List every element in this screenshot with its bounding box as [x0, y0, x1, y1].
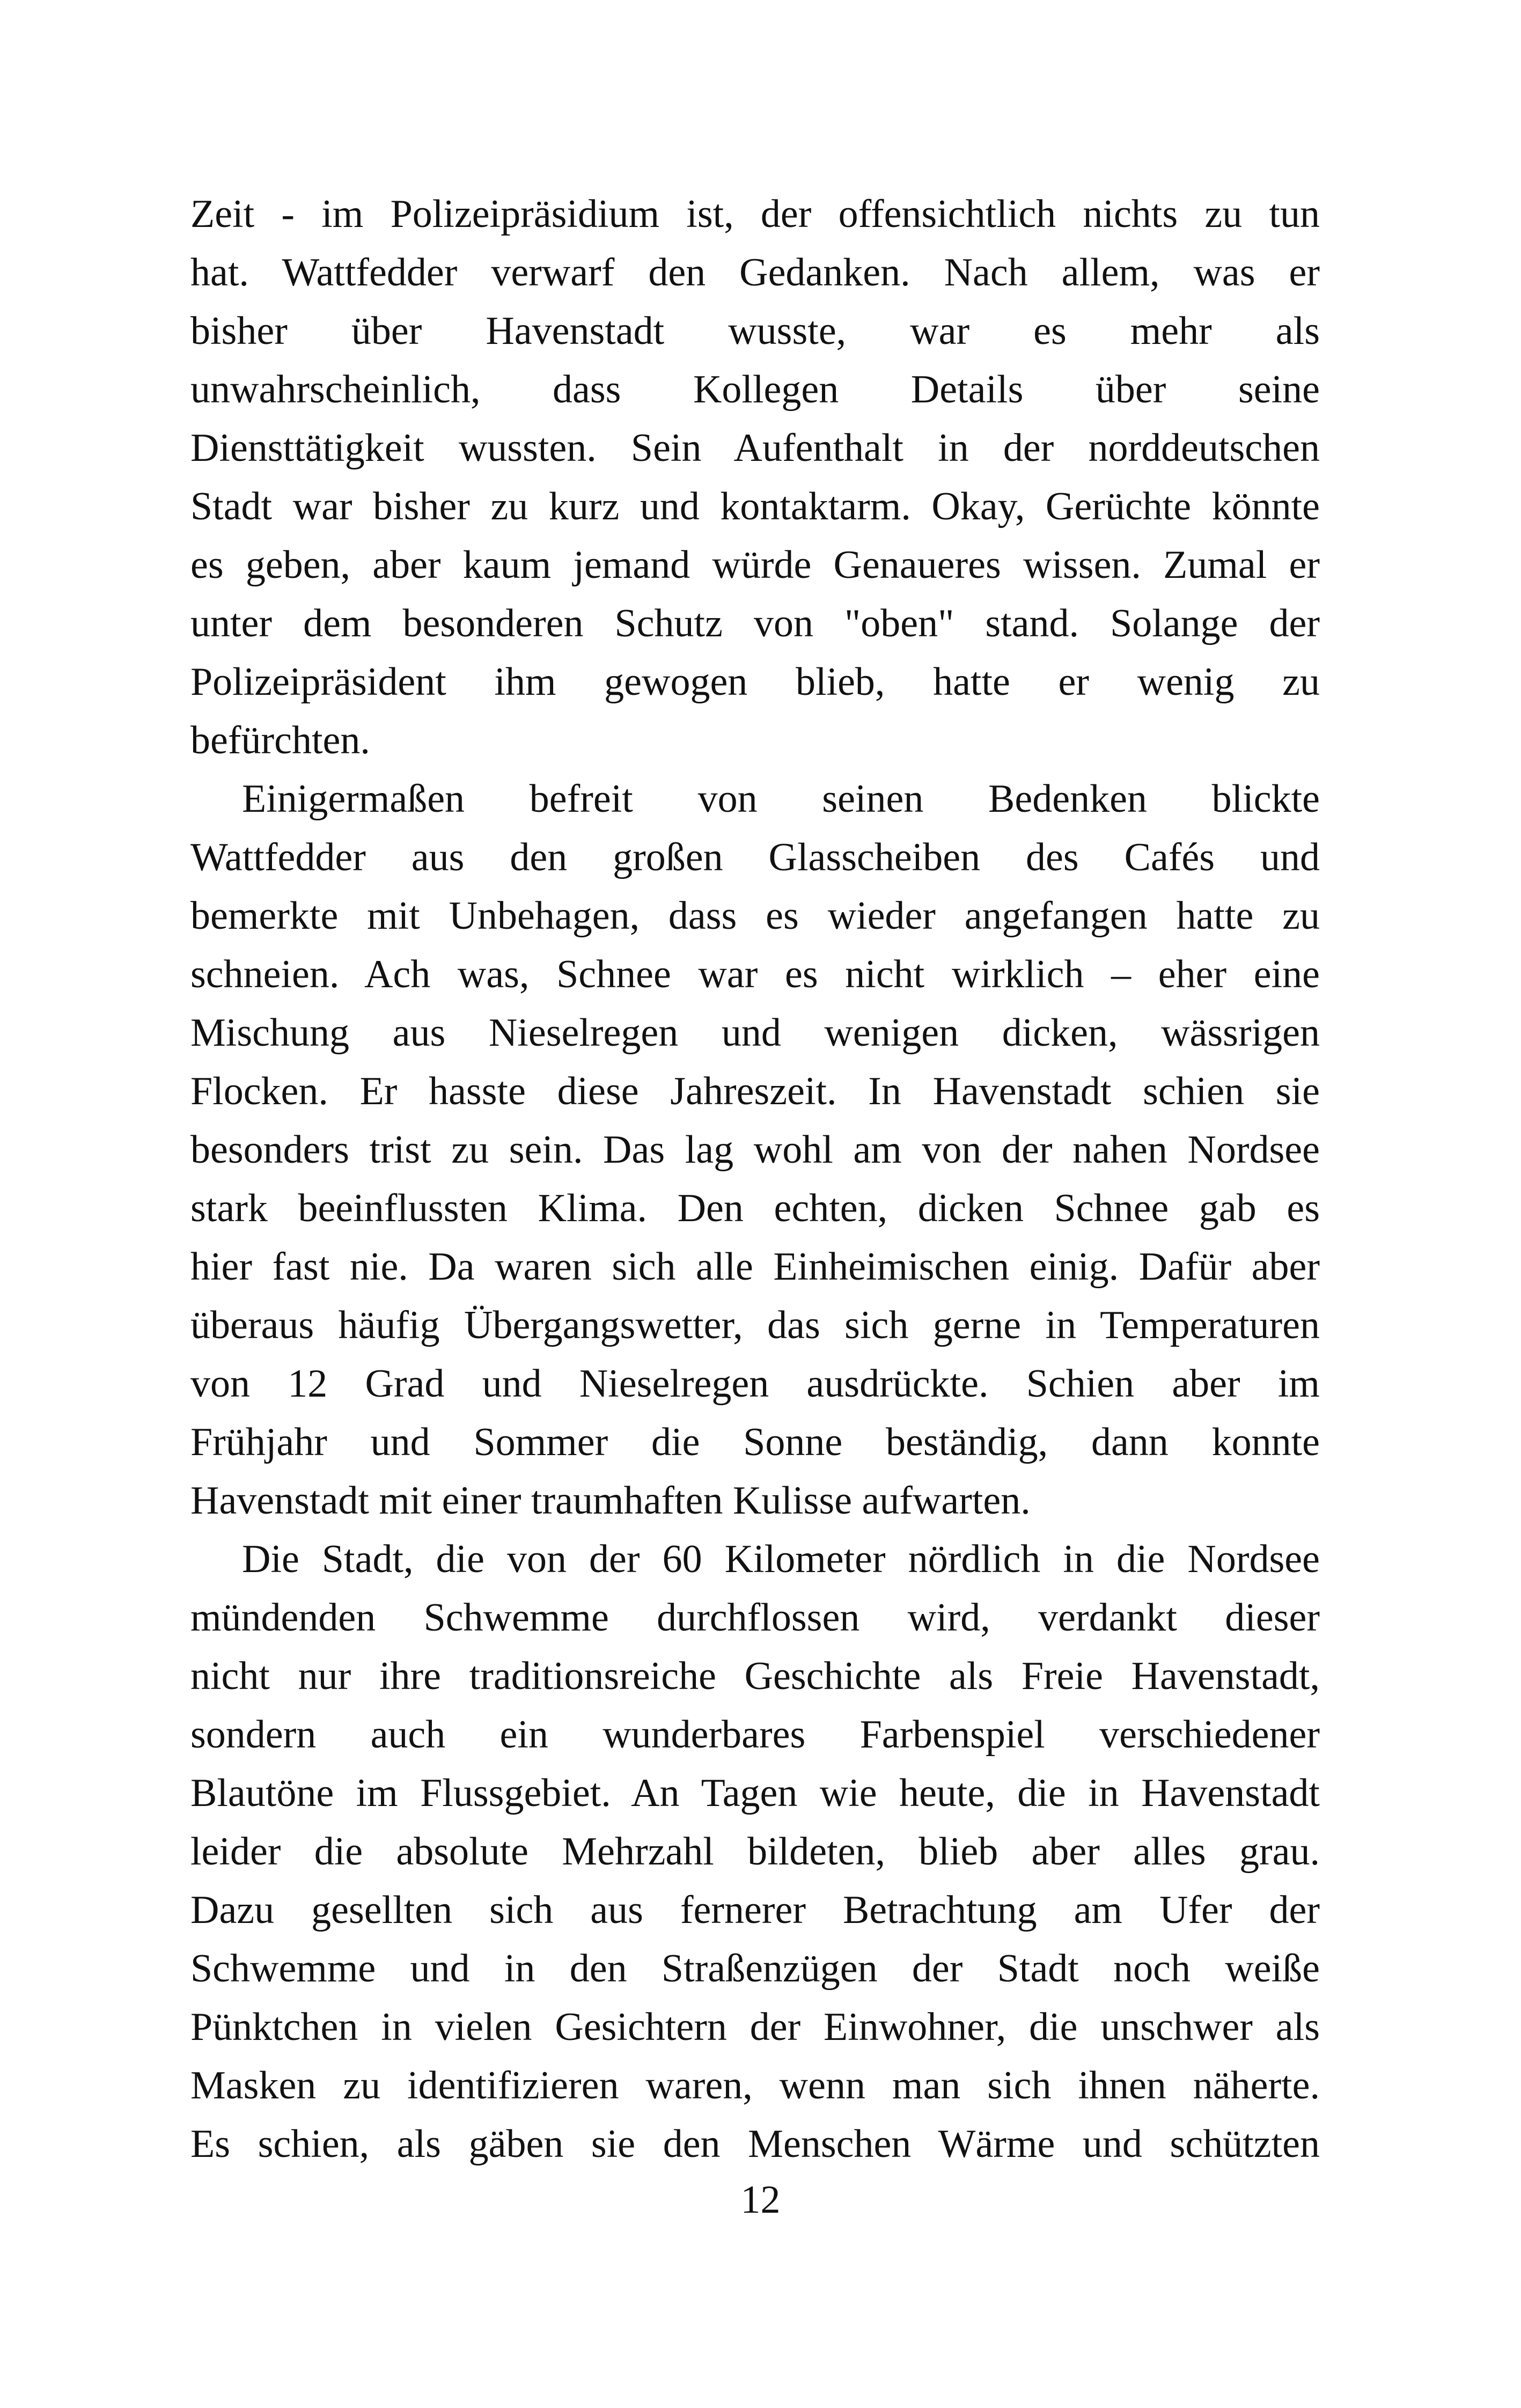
text-line: hier fast nie. Da waren sich alle Einheimischen einig. Dafür aber: [190, 1245, 1320, 1289]
text-line: bemerkte mit Unbehagen, dass es wieder angefangen hatte zu: [190, 894, 1320, 938]
text-line: Wattfedder aus den großen Glasscheiben des Cafés und: [190, 835, 1320, 879]
text-line: besonders trist zu sein. Das lag wohl am von der nahen Nordsee: [190, 1128, 1320, 1172]
body-text: [190, 185, 1320, 2174]
text-line: überaus häufig Übergangswetter, das sich gerne in Temperaturen: [190, 1303, 1320, 1347]
text-line: mündenden Schwemme durchflossen wird, verdankt dieser: [190, 1596, 1320, 1640]
text-line: Stadt war bisher zu kurz und kontaktarm. Okay, Gerüchte könnte: [190, 484, 1320, 528]
text-line: stark beeinflussten Klima. Den echten, dicken Schnee gab es: [190, 1186, 1320, 1230]
text-line: Frühjahr und Sommer die Sonne beständig, dann konnte: [190, 1420, 1320, 1464]
text-line: nicht nur ihre traditionsreiche Geschichte als Freie Havenstadt,: [190, 1654, 1320, 1698]
text-line: Pünktchen in vielen Gesichtern der Einwohner, die unschwer als: [190, 2005, 1320, 2049]
text-line: unwahrscheinlich, dass Kollegen Details über seine: [190, 368, 1320, 412]
text-line: Mischung aus Nieselregen und wenigen dicken, wässrigen: [190, 1011, 1320, 1055]
text-line: Masken zu identifizieren waren, wenn man sich ihnen näherte.: [190, 2064, 1320, 2108]
text-line: sondern auch ein wunderbares Farbenspiel verschiedener: [190, 1713, 1320, 1757]
text-line: Polizeipräsident ihm gewogen blieb, hatte er wenig zu: [190, 660, 1320, 704]
text-line: Havenstadt mit einer traumhaften Kulisse aufwarten.: [190, 1479, 1031, 1523]
paragraph: [190, 1530, 1320, 2174]
text-line: Es schien, als gäben sie den Menschen Wärme und schützten: [190, 2122, 1320, 2166]
text-line: Die Stadt, die von der 60 Kilometer nördlich in die Nordsee: [242, 1537, 1320, 1581]
paragraph: [190, 770, 1320, 1530]
text-line: Schwemme und in den Straßenzügen der Stadt noch weiße: [190, 1947, 1320, 1991]
text-line: befürchten.: [190, 718, 370, 762]
paragraph: [190, 185, 1320, 770]
text-line: leider die absolute Mehrzahl bildeten, blieb aber alles grau.: [190, 1830, 1320, 1874]
text-line: Einigermaßen befreit von seinen Bedenken blickte: [242, 777, 1320, 821]
text-line: Blautöne im Flussgebiet. An Tagen wie heute, die in Havenstadt: [190, 1771, 1320, 1815]
page-number: 12: [740, 2178, 781, 2222]
text-line: Diensttätigkeit wussten. Sein Aufenthalt in der norddeutschen: [190, 426, 1320, 470]
text-line: Zeit - im Polizeipräsidium ist, der offensichtlich nichts zu tun: [190, 192, 1320, 236]
text-line: schneien. Ach was, Schnee war es nicht wirklich – eher eine: [190, 952, 1320, 996]
text-line: hat. Wattfedder verwarf den Gedanken. Nach allem, was er: [190, 251, 1320, 295]
text-line: von 12 Grad und Nieselregen ausdrückte. Schien aber im: [190, 1362, 1320, 1406]
text-line: es geben, aber kaum jemand würde Genaueres wissen. Zumal er: [190, 543, 1320, 587]
text-line: Dazu gesellten sich aus fernerer Betrachtung am Ufer der: [190, 1888, 1320, 1932]
text-line: Flocken. Er hasste diese Jahreszeit. In Havenstadt schien sie: [190, 1069, 1320, 1113]
text-line: unter dem besonderen Schutz von "oben" stand. Solange der: [190, 601, 1320, 645]
text-line: bisher über Havenstadt wusste, war es mehr als: [190, 309, 1320, 353]
